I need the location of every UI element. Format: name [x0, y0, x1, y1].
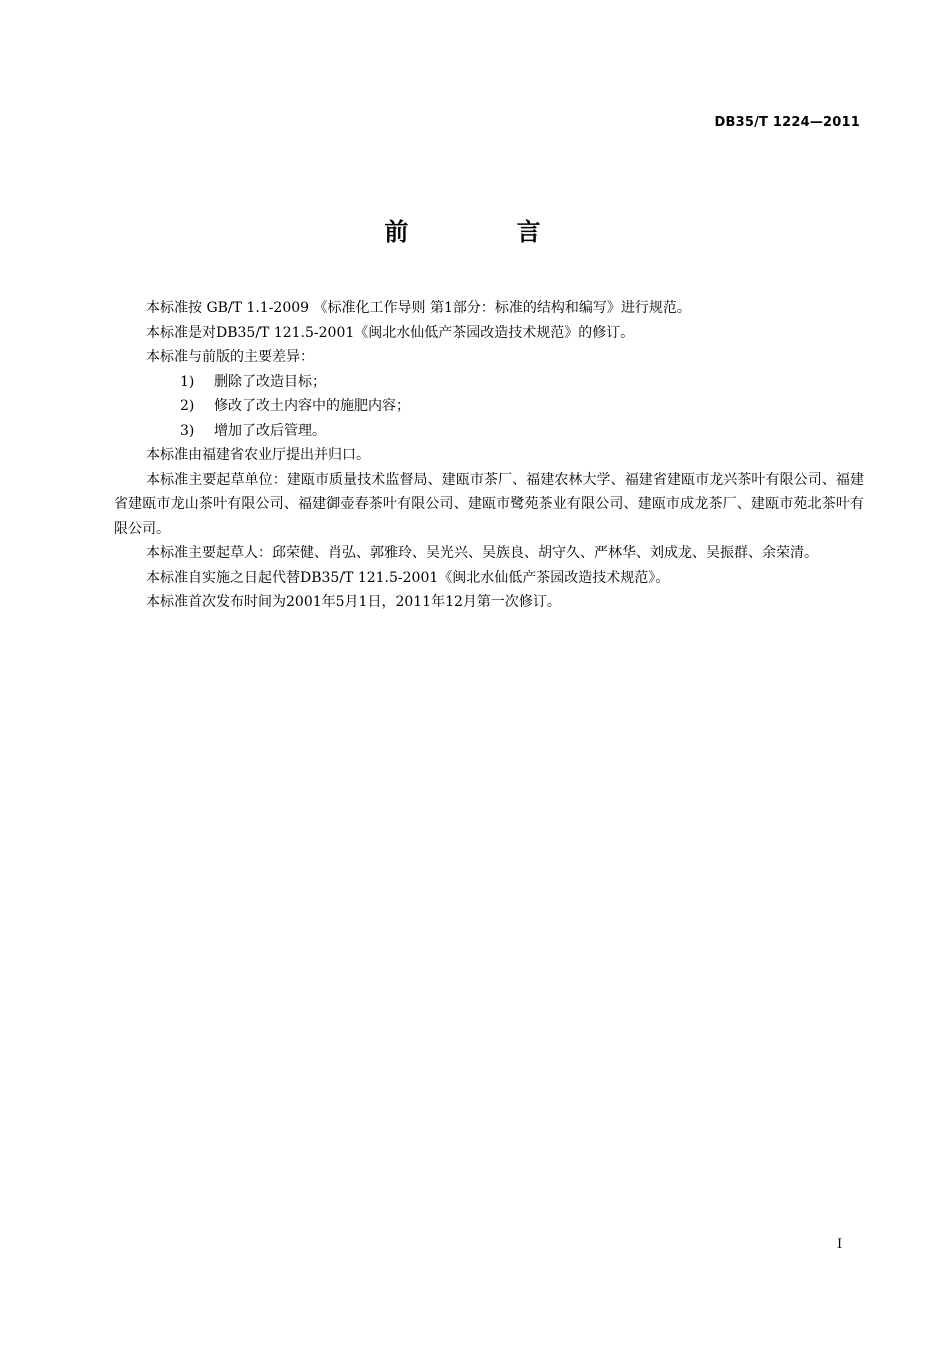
- list-item: [114, 394, 864, 419]
- paragraph-format-basis: 本标准按 GB/T 1.1-2009 《标准化工作导则 第1部分：标准的结构和编写》进行规范。: [146, 300, 691, 316]
- page-title: 前 言: [384, 218, 591, 246]
- paragraph-proposer: 本标准由福建省农业厅提出并归口。: [146, 447, 370, 463]
- paragraph-differences-intro: 本标准与前版的主要差异：: [146, 349, 314, 365]
- list-item-number: 1): [180, 373, 195, 390]
- paragraph-drafters: 本标准主要起草人：邱荣健、肖弘、郭雅玲、吴光兴、吴族良、胡守久、严林华、刘成龙、吴振群、余荣清。: [146, 545, 818, 561]
- list-item: [114, 419, 864, 444]
- list-item-text: 增加了改后管理。: [214, 422, 326, 439]
- list-item-number: 2): [180, 398, 195, 414]
- paragraph-revision-of: 本标准是对DB35/T 121.5-2001《闽北水仙低产茶园改造技术规范》的修订。: [146, 324, 635, 341]
- list-item: [114, 370, 864, 395]
- paragraph-publication-history: 本标准首次发布时间为2001年5月1日，2011年12月第一次修订。: [146, 594, 561, 610]
- list-item-number: 3): [180, 422, 195, 439]
- differences-list: [114, 370, 864, 444]
- paragraph-drafting-units: 本标准主要起草单位：建瓯市质量技术监督局、建瓯市茶厂、福建农林大学、福建省建瓯市龙兴茶叶有限公司、福建省建瓯市龙山茶叶有限公司、福建御壶春茶叶有限公司、建瓯市鹭苑茶业有限公司、建瓯市成龙茶厂、建瓯市苑北茶叶有限公司。: [114, 471, 864, 537]
- standard-code: DB35/T 1224—2011: [714, 115, 860, 130]
- paragraph-replaces: 本标准自实施之日起代替DB35/T 121.5-2001《闽北水仙低产茶园改造技术规范》。: [146, 569, 670, 586]
- foreword-body: [114, 296, 864, 615]
- list-item-text: 修改了改土内容中的施肥内容；: [214, 398, 410, 414]
- page-number: I: [837, 1237, 843, 1252]
- list-item-text: 删除了改造目标；: [214, 373, 326, 390]
